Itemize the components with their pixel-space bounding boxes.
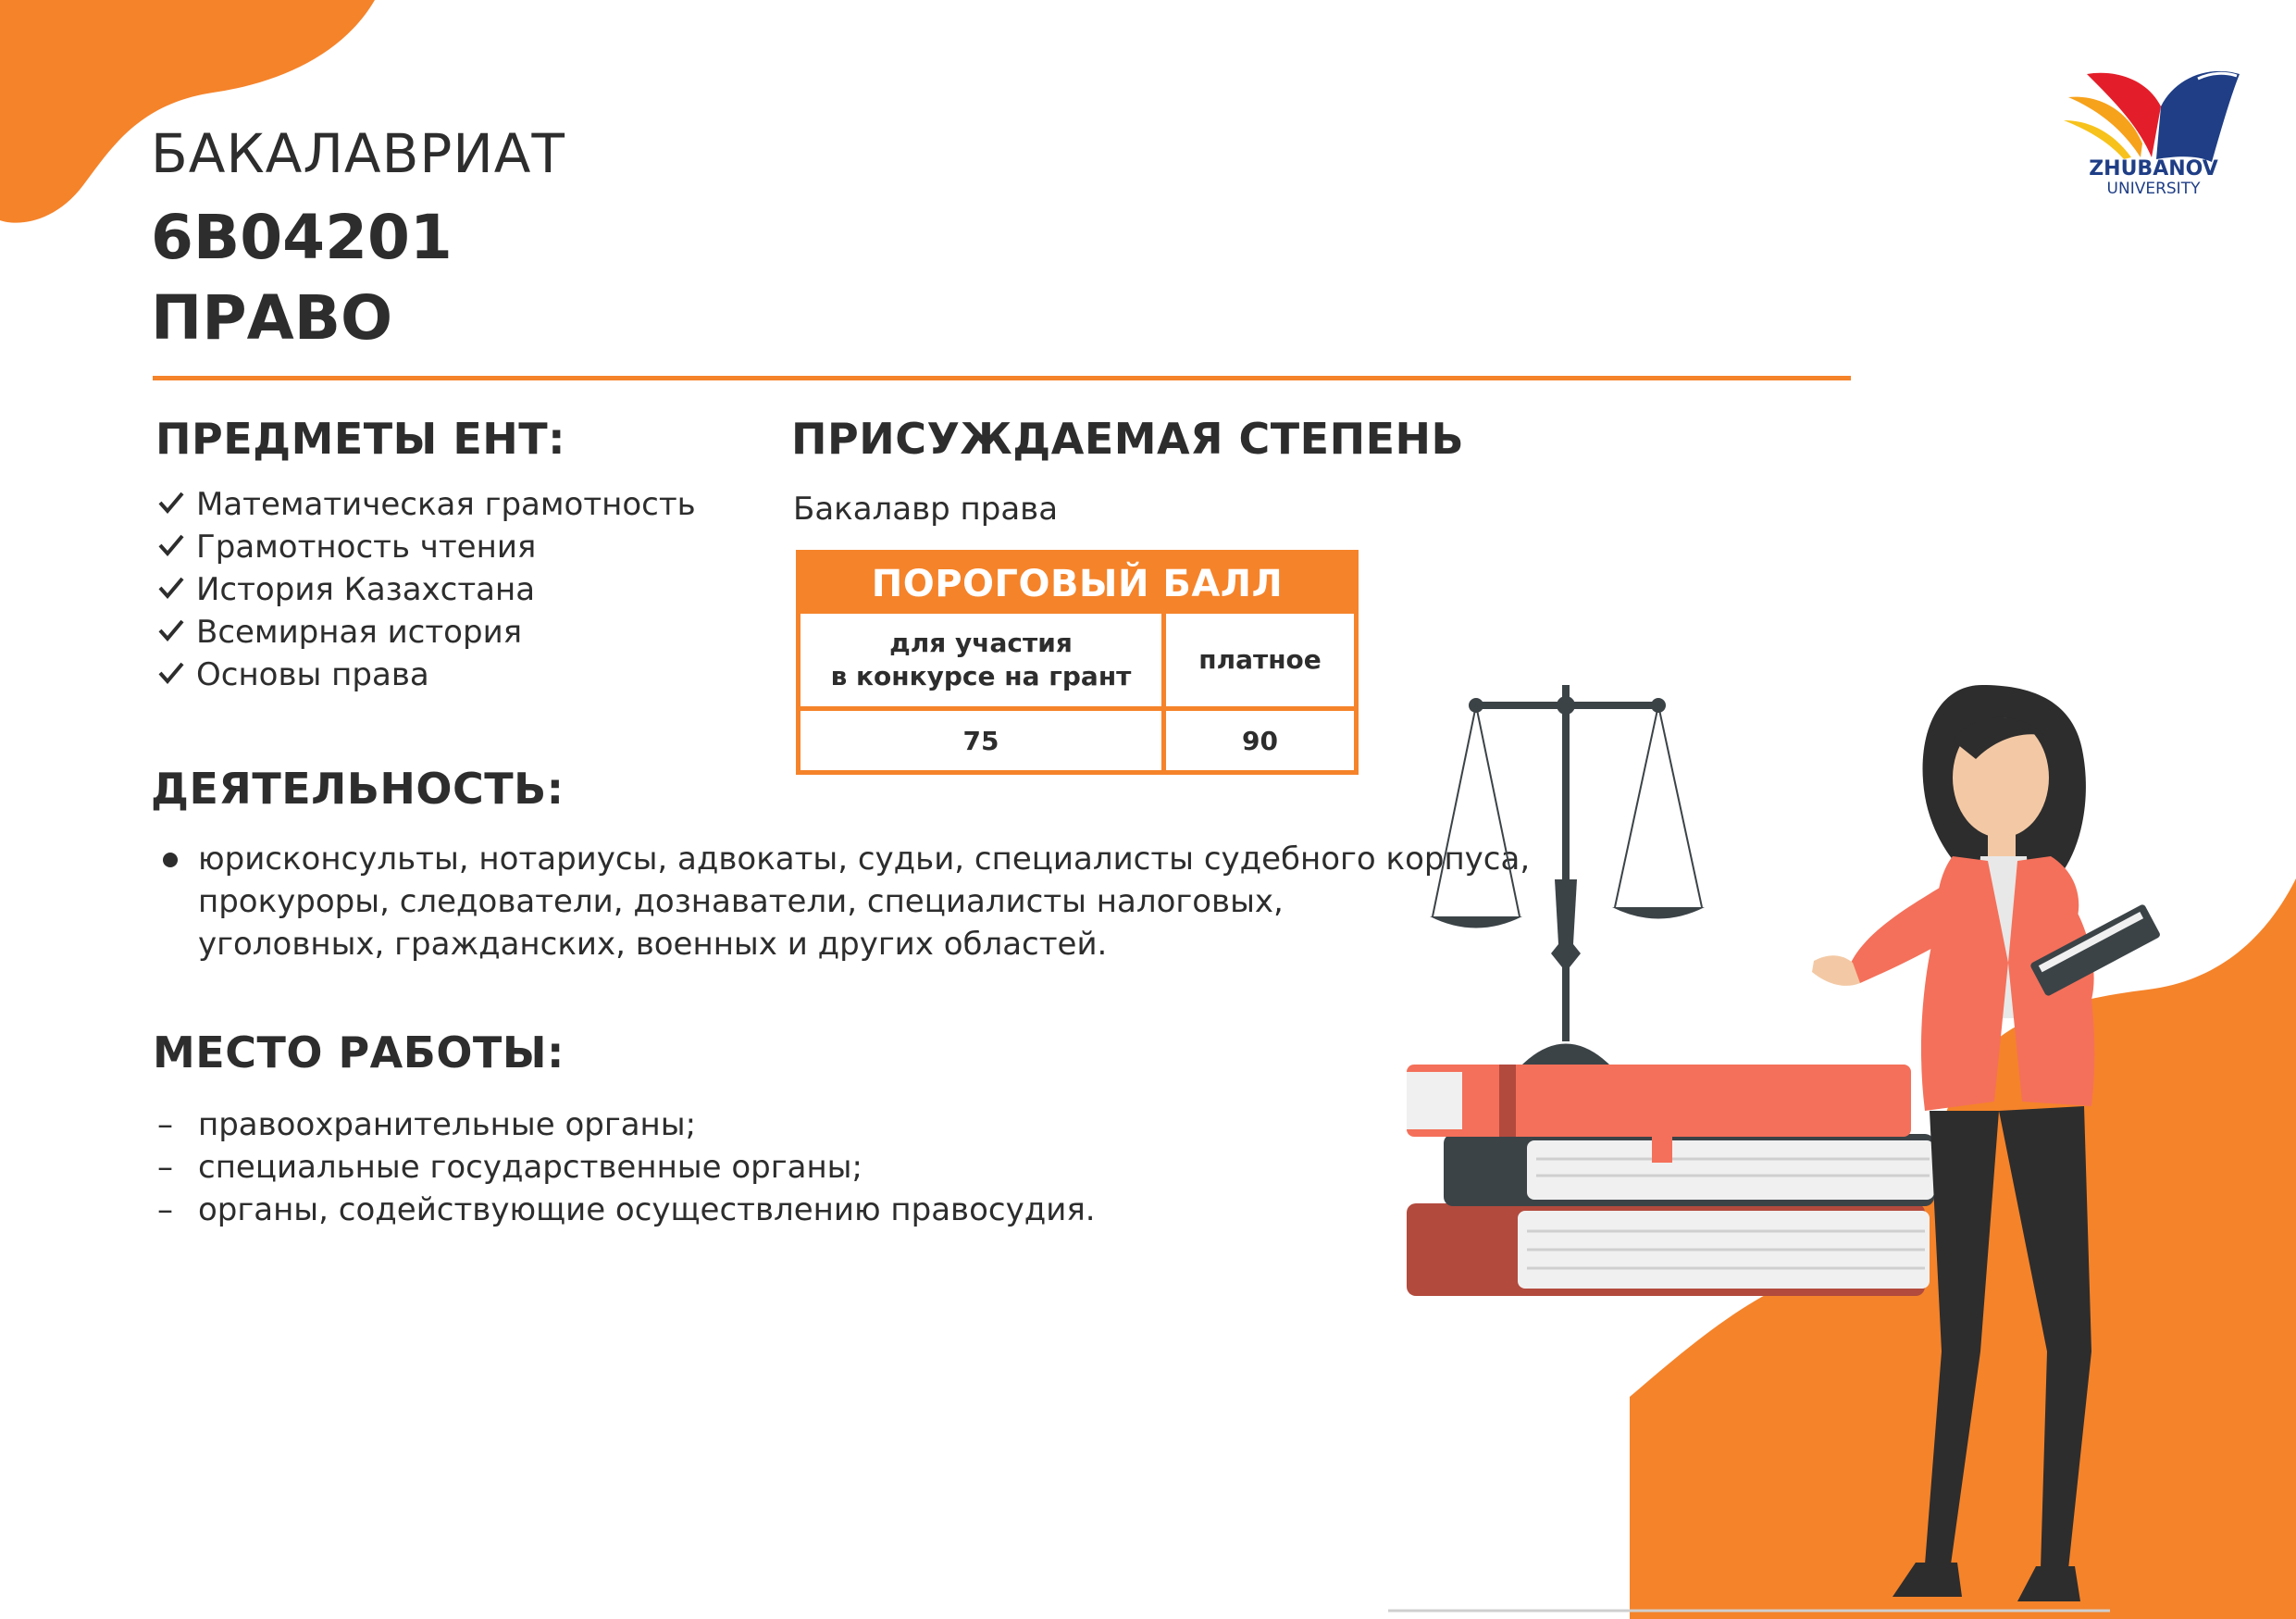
program-title: ПРАВО — [151, 282, 393, 354]
subject-label: Математическая грамотность — [196, 486, 696, 523]
workplace-label: специальные государственные органы; — [198, 1149, 863, 1186]
list-item — [157, 526, 696, 568]
scales-icon — [1430, 685, 1705, 1069]
grant-score: 75 — [800, 711, 1166, 770]
activity-line: юрисконсульты, нотариусы, адвокаты, судьи, специалисты судебного корпуса, — [198, 841, 1531, 878]
list-item — [157, 1103, 1096, 1146]
dash-icon: – — [157, 1191, 173, 1228]
lawyer-illustration — [1277, 685, 2296, 1619]
bullet-icon — [163, 853, 178, 867]
logo-subtitle: UNIVERSITY — [2106, 180, 2201, 198]
table-header-row — [800, 614, 1354, 706]
activity-line: прокуроры, следователи, дознаватели, специалисты налоговых, — [198, 883, 1284, 920]
threshold-title: ПОРОГОВЫЙ БАЛЛ — [800, 554, 1354, 614]
header-divider — [153, 376, 1851, 380]
activity-line: уголовных, гражданских, военных и других областей. — [198, 926, 1108, 963]
workplace-title: МЕСТО РАБОТЫ: — [153, 1027, 565, 1077]
activity-title: ДЕЯТЕЛЬНОСТЬ: — [151, 764, 565, 814]
threshold-score-table — [796, 550, 1359, 775]
program-code: 6B04201 — [151, 202, 453, 273]
grant-header-text: для участия в конкурсе на грант — [830, 628, 1132, 691]
check-icon — [157, 611, 196, 654]
subject-label: История Казахстана — [196, 571, 536, 608]
books-stack-icon — [1388, 1065, 2110, 1611]
table-row — [800, 706, 1354, 770]
list-item — [157, 611, 696, 654]
list-item — [157, 568, 696, 611]
list-item — [157, 1146, 1096, 1189]
paid-score: 90 — [1242, 725, 1278, 756]
check-icon — [157, 654, 196, 696]
subjects-title: ПРЕДМЕТЫ ЕНТ: — [155, 414, 566, 464]
list-item — [157, 1189, 1096, 1231]
degree-title: ПРИСУЖДАЕМАЯ СТЕПЕНЬ — [791, 414, 1465, 464]
check-icon — [157, 568, 196, 611]
list-item — [157, 483, 696, 526]
dash-icon: – — [157, 1149, 173, 1186]
list-item — [157, 654, 696, 696]
subject-label: Основы права — [196, 656, 429, 693]
paid-header-text: платное — [1198, 644, 1322, 675]
decorative-blob-top-left — [0, 0, 389, 231]
degree-value: Бакалавр права — [793, 491, 1059, 528]
workplace-list — [157, 1103, 1096, 1231]
program-level: БАКАЛАВРИАТ — [151, 122, 565, 185]
check-icon — [157, 483, 196, 526]
dash-icon: – — [157, 1106, 173, 1143]
workplace-label: органы, содействующие осуществлению правосудия. — [198, 1191, 1096, 1228]
subjects-list — [157, 483, 696, 696]
logo-name: ZHUBANOV — [2089, 157, 2218, 181]
subject-label: Всемирная история — [196, 614, 523, 651]
workplace-label: правоохранительные органы; — [198, 1106, 697, 1143]
subject-label: Грамотность чтения — [196, 529, 537, 566]
check-icon — [157, 526, 196, 568]
grant-column-header — [800, 614, 1166, 706]
